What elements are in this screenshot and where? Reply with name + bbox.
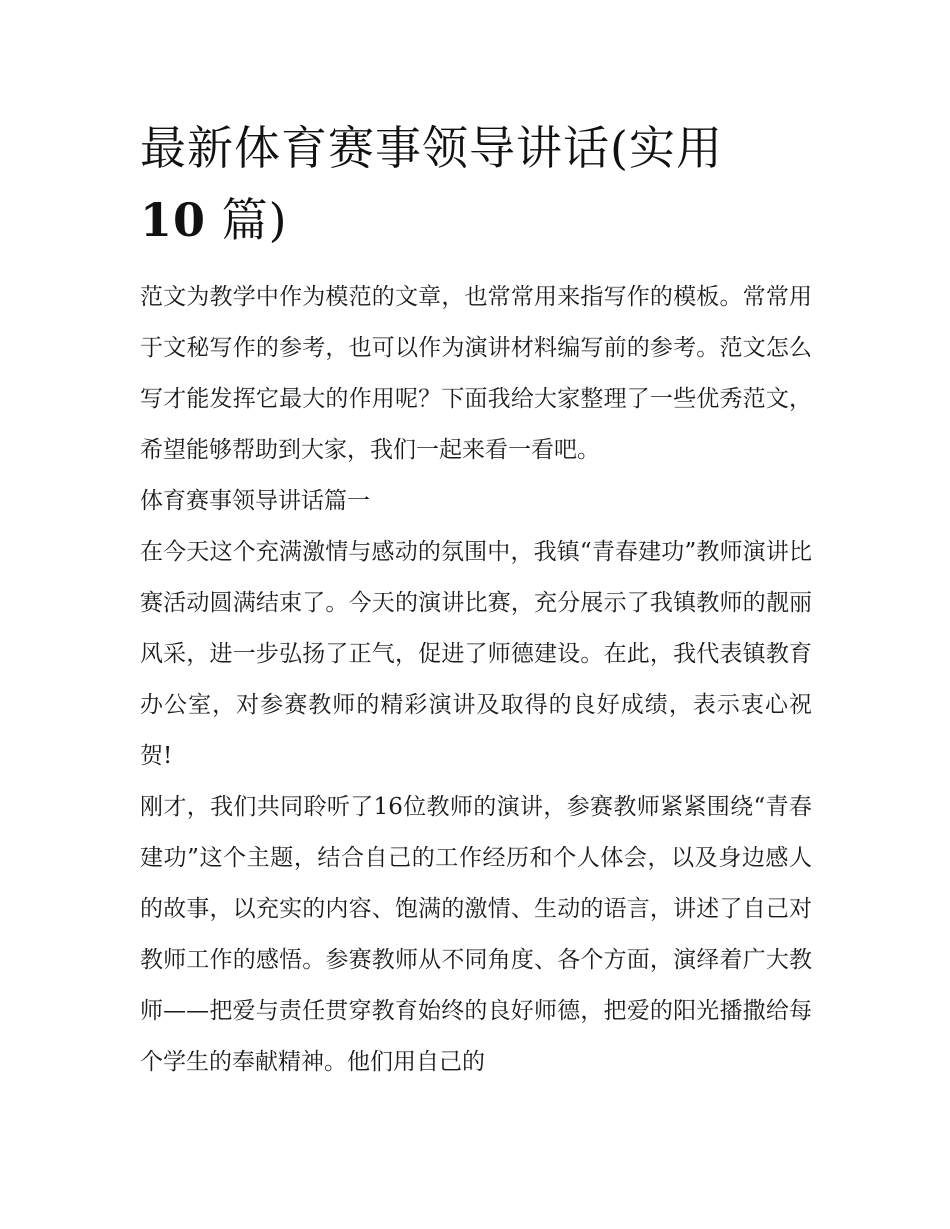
section-heading: 体育赛事领导讲话篇一 xyxy=(140,488,370,514)
title-line-1: 最新体育赛事领导讲话(实用 xyxy=(140,121,723,175)
title-line-2: 篇) xyxy=(206,193,288,247)
intro-paragraph: 范文为教学中作为模范的文章，也常常用来指写作的模板。常常用于文秘写作的参考，也可以作为演讲材料编写前的参考。范文怎么写才能发挥它最大的作用呢？下面我给大家整理了一些优秀范文，希望能够帮助到大家，我们一起来看一看吧。 xyxy=(140,284,812,463)
title-number: 10 xyxy=(140,193,207,247)
body-paragraph-2: 刚才，我们共同聆听了16位教师的演讲，参赛教师紧紧围绕“青春建功”这个主题，结合自己的工作经历和个人体会，以及身边感人的故事，以充实的内容、饱满的激情、生动的语言，讲述了自己对教师工作的感悟。参赛教师从不同角度、各个方面，演绎着广大教师——把爱与责任贯穿教育始终的良好师德，把爱的阳光播撒给每个学生的奉献精神。他们用自己的 xyxy=(140,794,812,1075)
document-body xyxy=(140,112,812,1088)
document-title xyxy=(140,112,812,256)
body-paragraph-1: 在今天这个充满激情与感动的氛围中，我镇“青春建功”教师演讲比赛活动圆满结束了。今天的演讲比赛，充分展示了我镇教师的靓丽风采，进一步弘扬了正气，促进了师德建设。在此，我代表镇教育办公室，对参赛教师的精彩演讲及取得的良好成绩，表示衷心祝贺! xyxy=(140,539,812,769)
